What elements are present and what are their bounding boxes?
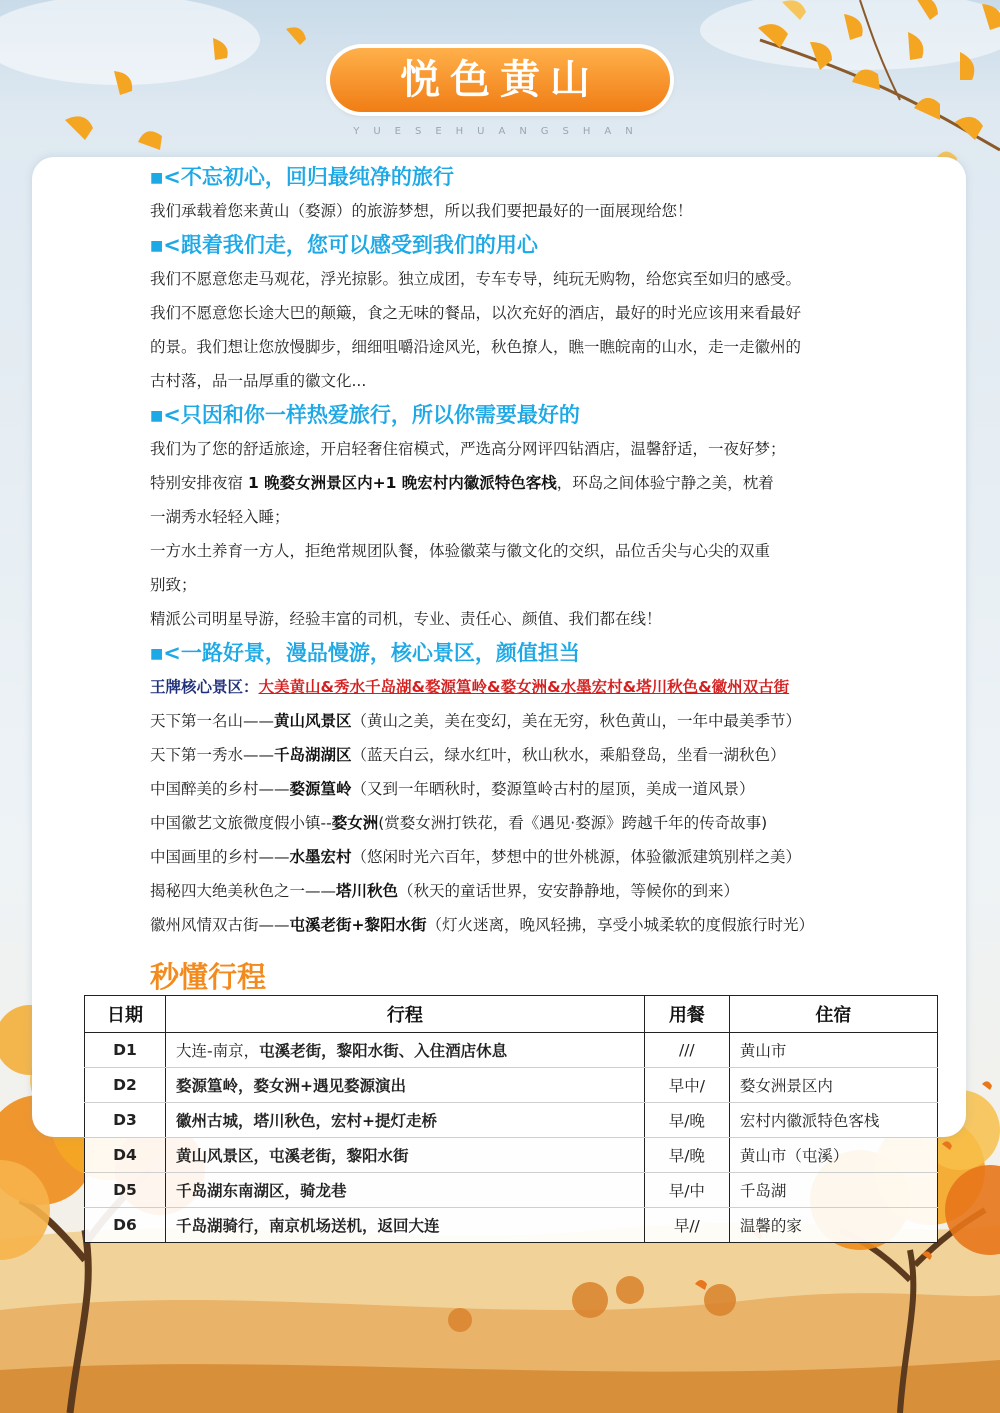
section-heading-4: ■<一路好景，漫品慢游，核心景区，颜值担当 bbox=[150, 641, 580, 665]
paragraph: 精派公司明星导游，经验丰富的司机，专业、责任心、颜值、我们都在线！ bbox=[150, 610, 662, 628]
cell-day: D3 bbox=[85, 1103, 166, 1138]
cell-meal: 早/晚 bbox=[644, 1103, 729, 1138]
cell-day: D6 bbox=[85, 1208, 166, 1243]
cell-day: D5 bbox=[85, 1173, 166, 1208]
paragraph: 我们不愿意您走马观花，浮光掠影。独立成团，专车专导，纯玩无购物，给您宾至如归的感受。 bbox=[150, 270, 802, 288]
itinerary-title: 秒懂行程 bbox=[150, 960, 267, 994]
table-row bbox=[85, 1138, 938, 1173]
cell-meal: 早中/ bbox=[644, 1068, 729, 1103]
title-banner bbox=[330, 48, 670, 112]
column-header-stay: 住宿 bbox=[729, 996, 937, 1033]
table-header-row bbox=[85, 996, 938, 1033]
table-row bbox=[85, 1068, 938, 1103]
paragraph: 一方水土养育一方人，拒绝常规团队餐，体验徽菜与徽文化的交织，品位舌尖与心尖的双重 bbox=[150, 542, 771, 560]
cell-meal: /// bbox=[644, 1033, 729, 1068]
section-heading-2: ■<跟着我们走，您可以感受到我们的用心 bbox=[150, 233, 538, 257]
scenic-spot-item: 天下第一秀水——千岛湖湖区（蓝天白云，绿水红叶，秋山秋水，乘船登岛，坐看一湖秋色） bbox=[150, 746, 786, 764]
cell-stay: 黄山市（屯溪） bbox=[729, 1138, 937, 1173]
cell-day: D2 bbox=[85, 1068, 166, 1103]
cell-meal: 早/晚 bbox=[644, 1138, 729, 1173]
cell-stay: 千岛湖 bbox=[729, 1173, 937, 1208]
paragraph: 的景。我们想让您放慢脚步，细细咀嚼沿途风光，秋色撩人，瞧一瞧皖南的山水，走一走徽州的 bbox=[150, 338, 802, 356]
paragraph: 别致； bbox=[150, 576, 197, 594]
paragraph-special-stay: 特别安排夜宿 1 晚婺女洲景区内+1 晚宏村内徽派特色客栈，环岛之间体验宁静之美，枕着 bbox=[150, 474, 774, 492]
cell-day: D1 bbox=[85, 1033, 166, 1068]
cell-meal: 早// bbox=[644, 1208, 729, 1243]
cell-stay: 温馨的家 bbox=[729, 1208, 937, 1243]
column-header-date: 日期 bbox=[85, 996, 166, 1033]
table-row bbox=[85, 1033, 938, 1068]
cell-day: D4 bbox=[85, 1138, 166, 1173]
square-bullet-icon: ■ bbox=[150, 238, 164, 254]
paragraph: 古村落，品一品厚重的徽文化... bbox=[150, 372, 367, 390]
square-bullet-icon: ■ bbox=[150, 646, 164, 662]
cell-route: 千岛湖骑行，南京机场送机，返回大连 bbox=[165, 1208, 644, 1243]
scenic-spot-item: 徽州风情双古街——屯溪老街+黎阳水街（灯火迷离，晚风轻拂，享受小城柔软的度假旅行时光） bbox=[150, 916, 815, 934]
column-header-meal: 用餐 bbox=[644, 996, 729, 1033]
page-title: 悦色黄山 bbox=[400, 57, 600, 103]
intro-content bbox=[150, 160, 860, 942]
itinerary-table bbox=[84, 995, 938, 1243]
scenic-spot-item: 中国画里的乡村——水墨宏村（悠闲时光六百年，梦想中的世外桃源，体验徽派建筑别样之美） bbox=[150, 848, 802, 866]
cell-stay: 婺女洲景区内 bbox=[729, 1068, 937, 1103]
cell-route: 婺源篁岭，婺女洲+遇见婺源演出 bbox=[165, 1068, 644, 1103]
cell-route: 大连-南京，屯溪老街，黎阳水街、入住酒店休息 bbox=[165, 1033, 644, 1068]
table-row bbox=[85, 1103, 938, 1138]
section-heading-3: ■<只因和你一样热爱旅行，所以你需要最好的 bbox=[150, 403, 580, 427]
scenic-spot-item: 中国徽艺文旅微度假小镇--婺女洲(赏婺女洲打铁花，看《遇见·婺源》跨越千年的传奇故事) bbox=[150, 814, 768, 832]
paragraph: 我们为了您的舒适旅途，开启轻奢住宿模式，严选高分网评四钻酒店，温馨舒适，一夜好梦； bbox=[150, 440, 786, 458]
cell-route: 千岛湖东南湖区，骑龙巷 bbox=[165, 1173, 644, 1208]
cell-stay: 黄山市 bbox=[729, 1033, 937, 1068]
paragraph: 我们不愿意您长途大巴的颠簸，食之无味的餐品，以次充好的酒店，最好的时光应该用来看最好 bbox=[150, 304, 802, 322]
table-row bbox=[85, 1173, 938, 1208]
paragraph: 一湖秀水轻轻入睡； bbox=[150, 508, 290, 526]
page-subtitle: YUESEHUANGSHAN bbox=[353, 126, 647, 137]
cell-route: 黄山风景区，屯溪老街，黎阳水街 bbox=[165, 1138, 644, 1173]
cell-route: 徽州古城，塔川秋色，宏村+提灯走桥 bbox=[165, 1103, 644, 1138]
column-header-route: 行程 bbox=[165, 996, 644, 1033]
square-bullet-icon: ■ bbox=[150, 408, 164, 424]
paragraph: 我们承载着您来黄山（婺源）的旅游梦想，所以我们要把最好的一面展现给您！ bbox=[150, 202, 693, 220]
square-bullet-icon: ■ bbox=[150, 170, 164, 186]
scenic-spot-item: 天下第一名山——黄山风景区（黄山之美，美在变幻，美在无穷，秋色黄山，一年中最美季节） bbox=[150, 712, 802, 730]
cell-meal: 早/中 bbox=[644, 1173, 729, 1208]
core-scenic-line: 王牌核心景区：大美黄山&秀水千岛湖&婺源篁岭&婺女洲&水墨宏村&塔川秋色&徽州双古街 bbox=[150, 678, 790, 696]
table-row bbox=[85, 1208, 938, 1243]
section-heading-1: ■<不忘初心，回归最纯净的旅行 bbox=[150, 165, 454, 189]
scenic-spot-list bbox=[150, 704, 860, 942]
scenic-spot-item: 中国醉美的乡村——婺源篁岭（又到一年晒秋时，婺源篁岭古村的屋顶，美成一道风景） bbox=[150, 780, 755, 798]
cell-stay: 宏村内徽派特色客栈 bbox=[729, 1103, 937, 1138]
scenic-spot-item: 揭秘四大绝美秋色之一——塔川秋色（秋天的童话世界，安安静静地，等候你的到来） bbox=[150, 882, 740, 900]
